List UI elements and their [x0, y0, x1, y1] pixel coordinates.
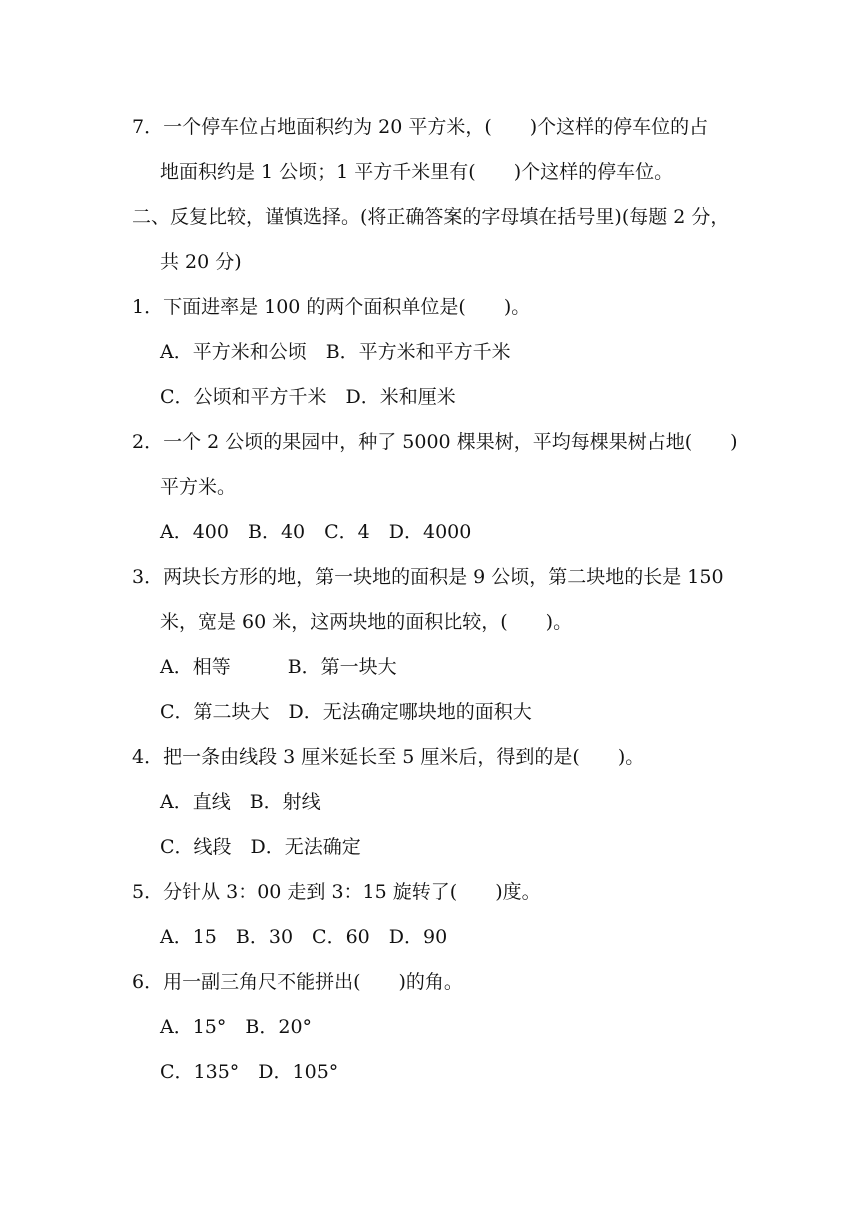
choice-question-3-cont: 米，宽是 60 米，这两块地的面积比较，( )。: [160, 611, 573, 633]
choice-question-2-cont: 平方米。: [160, 476, 237, 498]
choice-q5-options: A．15 B．30 C．60 D．90: [160, 926, 448, 948]
choice-q4-options-cd: C．线段 D．无法确定: [160, 836, 361, 858]
choice-q1-options-ab: A．平方米和公顷 B．平方米和平方千米: [160, 341, 511, 363]
choice-q6-options-cd: C．135° D．105°: [160, 1061, 339, 1083]
choice-q3-options-cd: C．第二块大 D．无法确定哪块地的面积大: [160, 701, 532, 723]
choice-q1-options-cd: C．公顷和平方千米 D．米和厘米: [160, 386, 456, 408]
choice-q3-options-ab: A．相等 B．第一块大: [160, 656, 397, 678]
choice-question-4: 4．把一条由线段 3 厘米延长至 5 厘米后，得到的是( )。: [132, 746, 645, 768]
choice-question-1: 1．下面进率是 100 的两个面积单位是( )。: [132, 296, 531, 318]
choice-question-2: 2．一个 2 公顷的果园中，种了 5000 棵果树，平均每棵果树占地( ): [132, 431, 738, 453]
choice-q4-options-ab: A．直线 B．射线: [160, 791, 321, 813]
choice-question-6: 6．用一副三角尺不能拼出( )的角。: [132, 971, 463, 993]
choice-question-5: 5．分针从 3：00 走到 3：15 旋转了( )度。: [132, 881, 541, 903]
section-2-heading-cont: 共 20 分): [160, 251, 242, 273]
choice-q2-options: A．400 B．40 C．4 D．4000: [160, 521, 472, 543]
choice-q6-options-ab: A．15° B．20°: [160, 1016, 313, 1038]
question-7-line-2: 地面积约是 1 公顷；1 平方千米里有( )个这样的停车位。: [160, 161, 674, 183]
choice-question-3: 3．两块长方形的地，第一块地的面积是 9 公顷，第二块地的长是 150: [132, 566, 724, 588]
section-2-heading: 二、反复比较，谨慎选择。(将正确答案的字母填在括号里)(每题 2 分，: [132, 206, 730, 228]
question-7-line-1: 7．一个停车位占地面积约为 20 平方米，( )个这样的停车位的占: [132, 116, 709, 138]
